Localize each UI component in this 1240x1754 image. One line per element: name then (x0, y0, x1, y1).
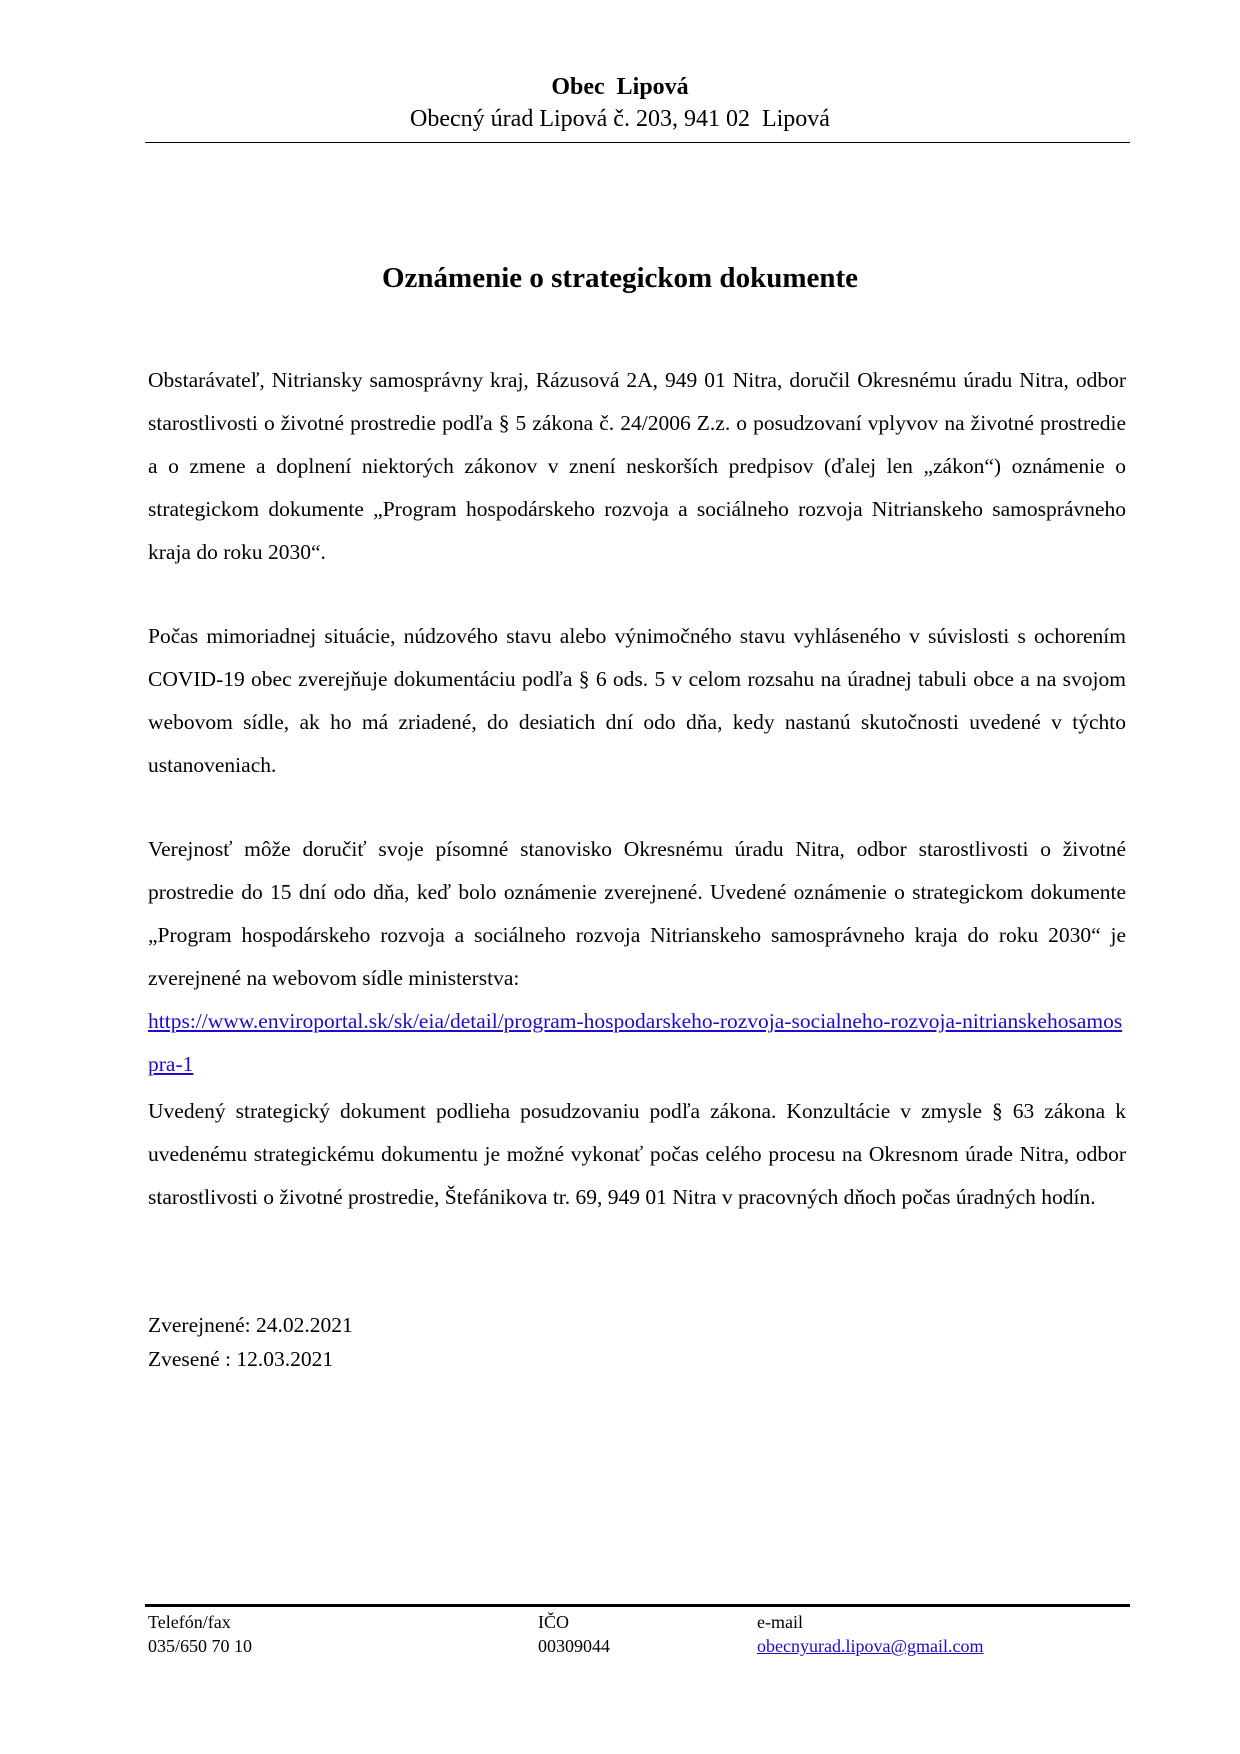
paragraph-text: Uvedený strategický dokument podlieha posudzovaniu podľa zákona. Konzultácie v zmysle § 63 zákona k uvedenému strategickému dokumentu je možné vykonať počas celého procesu na Okresnom úrade Nitra, odbor starostlivosti o životné prostredie, Štefánikova tr. 69, 949 01 Nitra v pracovných dňoch počas úradných hodín. (148, 1099, 1126, 1209)
organization-address: Obecný úrad Lipová č. 203, 941 02 Lipová (410, 106, 830, 132)
phone-value: 035/650 70 10 (148, 1636, 253, 1656)
footer-phone (148, 1610, 252, 1658)
paragraph-2 (148, 615, 1126, 787)
footer-ico (538, 1610, 610, 1658)
removed-date: Zvesené : 12.03.2021 (148, 1347, 334, 1371)
ico-value: 00309044 (538, 1636, 610, 1656)
document-title: Oznámenie o strategickom dokumente (381, 262, 859, 294)
publication-dates (148, 1308, 353, 1376)
paragraph-1 (148, 359, 1126, 574)
paragraph-text: Verejnosť môže doručiť svoje písomné stanovisko Okresnému úradu Nitra, odbor starostlivosti o životné prostredie do 15 dní odo dňa, keď bolo oznámenie zverejnené. Uvedené oznámenie o strategickom dokumente „Program hospodárskeho rozvoja a sociálneho rozvoja Nitrianskeho samosprávneho kraja do roku 2030“ je zverejnené na webovom sídle ministerstva: (148, 837, 1126, 990)
footer-divider (145, 1604, 1130, 1607)
published-date: Zverejnené: 24.02.2021 (148, 1313, 353, 1337)
enviroportal-link[interactable]: https://www.enviroportal.sk/sk/eia/detail/program-hospodarskeho-rozvoja-socialneho-rozvoja-nitrianskehosamospra-1 (148, 1009, 1123, 1076)
footer-email (757, 1610, 984, 1658)
header-divider (145, 142, 1130, 143)
paragraph-4 (148, 1090, 1126, 1219)
phone-label: Telefón/fax (148, 1612, 231, 1632)
email-label: e-mail (757, 1612, 803, 1632)
organization-name: Obec Lipová (551, 74, 689, 100)
paragraph-3 (148, 828, 1126, 1086)
paragraph-text: Obstarávateľ, Nitriansky samosprávny kraj, Rázusová 2A, 949 01 Nitra, doručil Okresnému úradu Nitra, odbor starostlivosti o životné prostredie podľa § 5 zákona č. 24/2006 Z.z. o posudzovaní vplyvov na životné prostredie a o zmene a doplnení niektorých zákonov v znení neskorších predpisov (ďalej len „zákon“) oznámenie o strategickom dokumente „Program hospodárskeho rozvoja a sociálneho rozvoja Nitrianskeho samosprávneho kraja do roku 2030“. (148, 368, 1126, 564)
ico-label: IČO (538, 1612, 569, 1632)
paragraph-text: Počas mimoriadnej situácie, núdzového stavu alebo výnimočného stavu vyhláseného v súvislosti s ochorením COVID-19 obec zverejňuje dokumentáciu podľa § 6 ods. 5 v celom rozsahu na úradnej tabuli obce a na svojom webovom sídle, ak ho má zriadené, do desiatich dní odo dňa, kedy nastanú skutočnosti uvedené v týchto ustanoveniach. (148, 624, 1126, 777)
email-link[interactable]: obecnyurad.lipova@gmail.com (757, 1636, 984, 1656)
